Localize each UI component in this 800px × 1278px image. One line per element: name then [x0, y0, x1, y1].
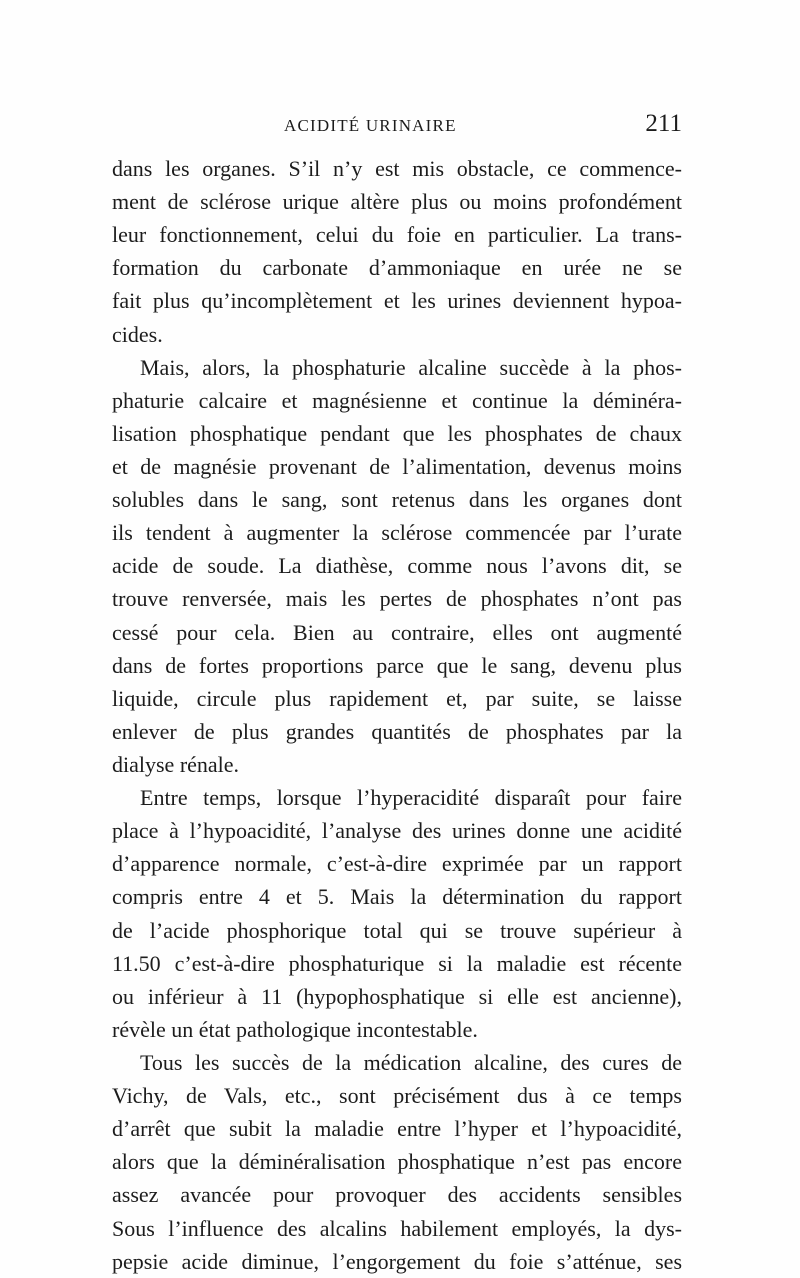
text-line: alors que la déminéralisation phosphatique n’est pas encore	[112, 1149, 682, 1175]
text-line: enlever de plus grandes quantités de phosphates par la	[112, 718, 682, 744]
text-line: dialyse rénale.	[112, 751, 240, 777]
text-line: dans les organes. S’il n’y est mis obstacle, ce commence-	[112, 156, 682, 181]
text-line: place à l’hypoacidité, l’analyse des urines donne une acidité	[112, 818, 682, 844]
text-line: compris entre 4 et 5. Mais la détermination du rapport	[112, 884, 682, 910]
paragraph-2	[112, 351, 682, 781]
text-line: de l’acide phosphorique total qui se trouve supérieur à	[112, 917, 682, 943]
text-line: fait plus qu’incomplètement et les urines deviennent hypoa-	[112, 288, 682, 314]
text-line: trouve renversée, mais les pertes de phosphates n’ont pas	[112, 586, 682, 612]
paragraph-3	[112, 781, 682, 1046]
text-line: d’apparence normale, c’est-à-dire exprimée par un rapport	[112, 851, 682, 877]
text-line: Sous l’influence des alcalins habilement employés, la dys-	[112, 1215, 682, 1241]
text-line: d’arrêt que subit la maladie entre l’hyper et l’hypoacidité,	[112, 1116, 682, 1142]
text-line: Mais, alors, la phosphaturie alcaline succède à la phos-	[140, 354, 682, 380]
text-line: Tous les succès de la médication alcaline, des cures de	[140, 1049, 682, 1075]
text-line: 11.50 c’est-à-dire phosphaturique si la maladie est récente	[112, 950, 682, 976]
text-line: et de magnésie provenant de l’alimentation, devenus moins	[112, 453, 682, 479]
text-line: révèle un état pathologique incontestable.	[112, 1016, 478, 1042]
text-line: lisation phosphatique pendant que les phosphates de chaux	[112, 420, 682, 446]
page-number: 211	[645, 110, 682, 137]
text-line: solubles dans le sang, sont retenus dans les organes dont	[112, 487, 682, 513]
text-line: cessé pour cela. Bien au contraire, elles ont augmenté	[112, 619, 682, 645]
text-line: ils tendent à augmenter la sclérose commencée par l’urate	[112, 520, 682, 546]
text-line: acide de soude. La diathèse, comme nous l’avons dit, se	[112, 553, 682, 579]
running-title: ACIDITÉ URINAIRE	[284, 116, 457, 135]
text-line: cides.	[112, 321, 163, 347]
text-line: formation du carbonate d’ammoniaque en urée ne se	[112, 255, 682, 281]
text-line: pepsie acide diminue, l’engorgement du foie s’atténue, ses	[112, 1248, 682, 1274]
text-line: liquide, circule plus rapidement et, par suite, se laisse	[112, 685, 682, 711]
paragraph-4	[112, 1046, 682, 1278]
text-line: leur fonctionnement, celui du foie en particulier. La trans-	[112, 222, 682, 248]
paragraph-1	[112, 152, 682, 351]
body-text	[112, 152, 682, 1278]
text-line: ment de sclérose urique altère plus ou moins profondément	[112, 189, 682, 215]
text-line: dans de fortes proportions parce que le sang, devenu plus	[112, 652, 682, 678]
text-line: phaturie calcaire et magnésienne et continue la déminéra-	[112, 387, 682, 413]
text-line: Vichy, de Vals, etc., sont précisément dus à ce temps	[112, 1083, 682, 1109]
text-line: assez avancée pour provoquer des accidents sensibles	[112, 1182, 682, 1208]
running-head	[112, 112, 682, 142]
text-line: Entre temps, lorsque l’hyperacidité disparaît pour faire	[140, 785, 682, 811]
text-line: ou inférieur à 11 (hypophosphatique si elle est ancienne),	[112, 983, 682, 1009]
